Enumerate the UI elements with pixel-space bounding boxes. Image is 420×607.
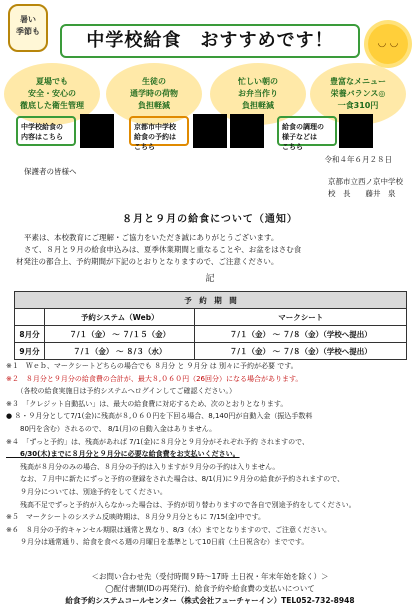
- qr-label-content: 中学校給食の 内容はこちら: [16, 116, 76, 146]
- note-line: なお、７月中に新たにずっと予約の登録をされた場合は、8/1(月)に９月分の給食が予約されますので、: [6, 475, 345, 484]
- feature-bento: 忙しい朝の お弁当作り 負担軽減: [210, 63, 306, 125]
- qr-label-reservation: 京都市中学校 給食の予約は こちら: [129, 116, 189, 146]
- letter-date: 令和４年６月２８日: [324, 155, 392, 164]
- note-line: ※３ 「クレジット自動払い」は、最大の給食費に対応するため、次のとおりとなります。: [6, 399, 288, 408]
- note-line: ● ８・９月分として7/1(金)に残高が８,０６０円を下回る場合、8,140円が自動入金（振込手数料: [6, 412, 313, 421]
- qr-label-cooking: 給食の調理の 様子などは こちら: [277, 116, 337, 146]
- contact-line1: ＜お問い合わせ先（受付時間９時〜17時 土日祝・年末年始を除く）＞: [91, 572, 329, 581]
- letter-body-line2: さて、８月と９月の給食申込みは、夏季休業期間と重なることや、お盆をはさむ食: [24, 245, 302, 254]
- letter-body-line1: 平素は、本校教育にご理解・ご協力をいただき誠にありがとうございます。: [24, 233, 279, 242]
- banner-title: 中学校給食 おすすめです！: [60, 24, 360, 58]
- note-line: ※１ Ｗｅｂ、マークシートどちらの場合でも ８月分 と ９月分 は 別々に予約が必要 です。: [6, 362, 298, 370]
- letter-body-line3: 材発注の都合上、予約期間が下記のとおりとなりますので、ご注意ください。: [16, 257, 279, 266]
- note-line: ９月分については、別途予約をしてください。: [6, 487, 167, 496]
- schedule-mark-period: ７/１（金） 〜 ７/８（金）（学校へ提出）: [195, 343, 407, 360]
- feature-luggage: 生徒の 通学時の荷物 負担軽減: [106, 63, 202, 125]
- qr-code-reservation-icon[interactable]: [193, 114, 227, 148]
- ki-heading: 記: [205, 274, 215, 284]
- note-line: （各校の給食実施日は予約システムへログインしてご確認ください。）: [6, 387, 236, 396]
- qr-code-content-icon[interactable]: [80, 114, 114, 148]
- schedule-month: 8月分: [15, 326, 45, 343]
- note-line: ※６ ８月分の予約キャンセル期限は通常と異なり、8/3（水）までとなりますので、ご注意ください。: [6, 525, 331, 534]
- letter-sender-school: 京都市立西ノ京中学校: [328, 177, 403, 186]
- schedule-col-web: 予約システム（Web）: [45, 309, 195, 326]
- contact-line2: ◯配付書類(IDの再発行)、給食予約や給食費の支払いについて: [105, 584, 315, 593]
- contact-line3: 給食予約システムコールセンター（株式会社フューチャーイン）TEL052-732-8948: [65, 596, 355, 605]
- feature-hygiene: 夏場でも 安全・安心の 徹底した衛生管理: [4, 63, 100, 125]
- note-line: 残高が８月分のみの場合、８月分の予約は入りますが９月分の予約は入りません。: [6, 462, 280, 471]
- letter-subject: ８月と９月の給食について（通知）: [122, 214, 298, 225]
- qr-code-cooking-icon[interactable]: [339, 114, 373, 148]
- schedule-corner: [15, 309, 45, 326]
- contact-block: [0, 571, 420, 607]
- schedule-mark-period: ７/１（金） 〜 ７/８（金）（学校へ提出）: [195, 326, 407, 343]
- letter-recipient: 保護者の皆様へ: [24, 167, 77, 176]
- note-line: 80円を含む）されるので、 8/1(月)の自動入金はありません。: [6, 424, 217, 433]
- notes-list: [6, 360, 356, 549]
- table-row: [15, 343, 407, 360]
- schedule-web-period: ７/１（金） 〜 ８/３（水）: [45, 343, 195, 360]
- feature-menu: 豊富なメニュー 栄養バランス◎ 一食310円: [310, 63, 406, 125]
- note-line: ９月分は通常通り、給食を食べる週の月曜日を基準として10日前（土日祝含む）までです。: [6, 538, 309, 547]
- reservation-schedule-table: [14, 291, 407, 360]
- letter-sender-principal: 校 長 藤井 泉: [328, 189, 396, 198]
- sun-mascot-icon: ◡ ◡: [368, 24, 408, 64]
- schedule-col-marksheet: マークシート: [195, 309, 407, 326]
- note-line: ※５ マークシートのシステム反映時期は、８月分９月分ともに 7/15(金)中です。: [6, 513, 266, 522]
- qr-code-extra-icon[interactable]: [230, 114, 264, 148]
- table-row: [15, 326, 407, 343]
- note-line: 残高不足でずっと予約が入らなかった場合は、予約が切り替わりますので各自で別途予約をしてください。: [6, 500, 356, 509]
- schedule-title: 予 約 期 間: [15, 292, 407, 309]
- schedule-month: 9月分: [15, 343, 45, 360]
- note-line: 6/30(木)までに８月分と９月分に必要な給食費をお支払いください。: [6, 450, 240, 459]
- season-badge: 暑い 季節も: [8, 4, 48, 52]
- schedule-web-period: ７/１（金） 〜 ７/１５（金）: [45, 326, 195, 343]
- note-line: ※２ ８月分と９月分の給食費の合計が、最大８,０６０円（26回分）になる場合があります。: [6, 374, 303, 383]
- note-line: ※４ 「ずっと予約」は、残高があれば 7/1(金)に８月分と９月分がそれぞれ予約 されますので、: [6, 437, 309, 446]
